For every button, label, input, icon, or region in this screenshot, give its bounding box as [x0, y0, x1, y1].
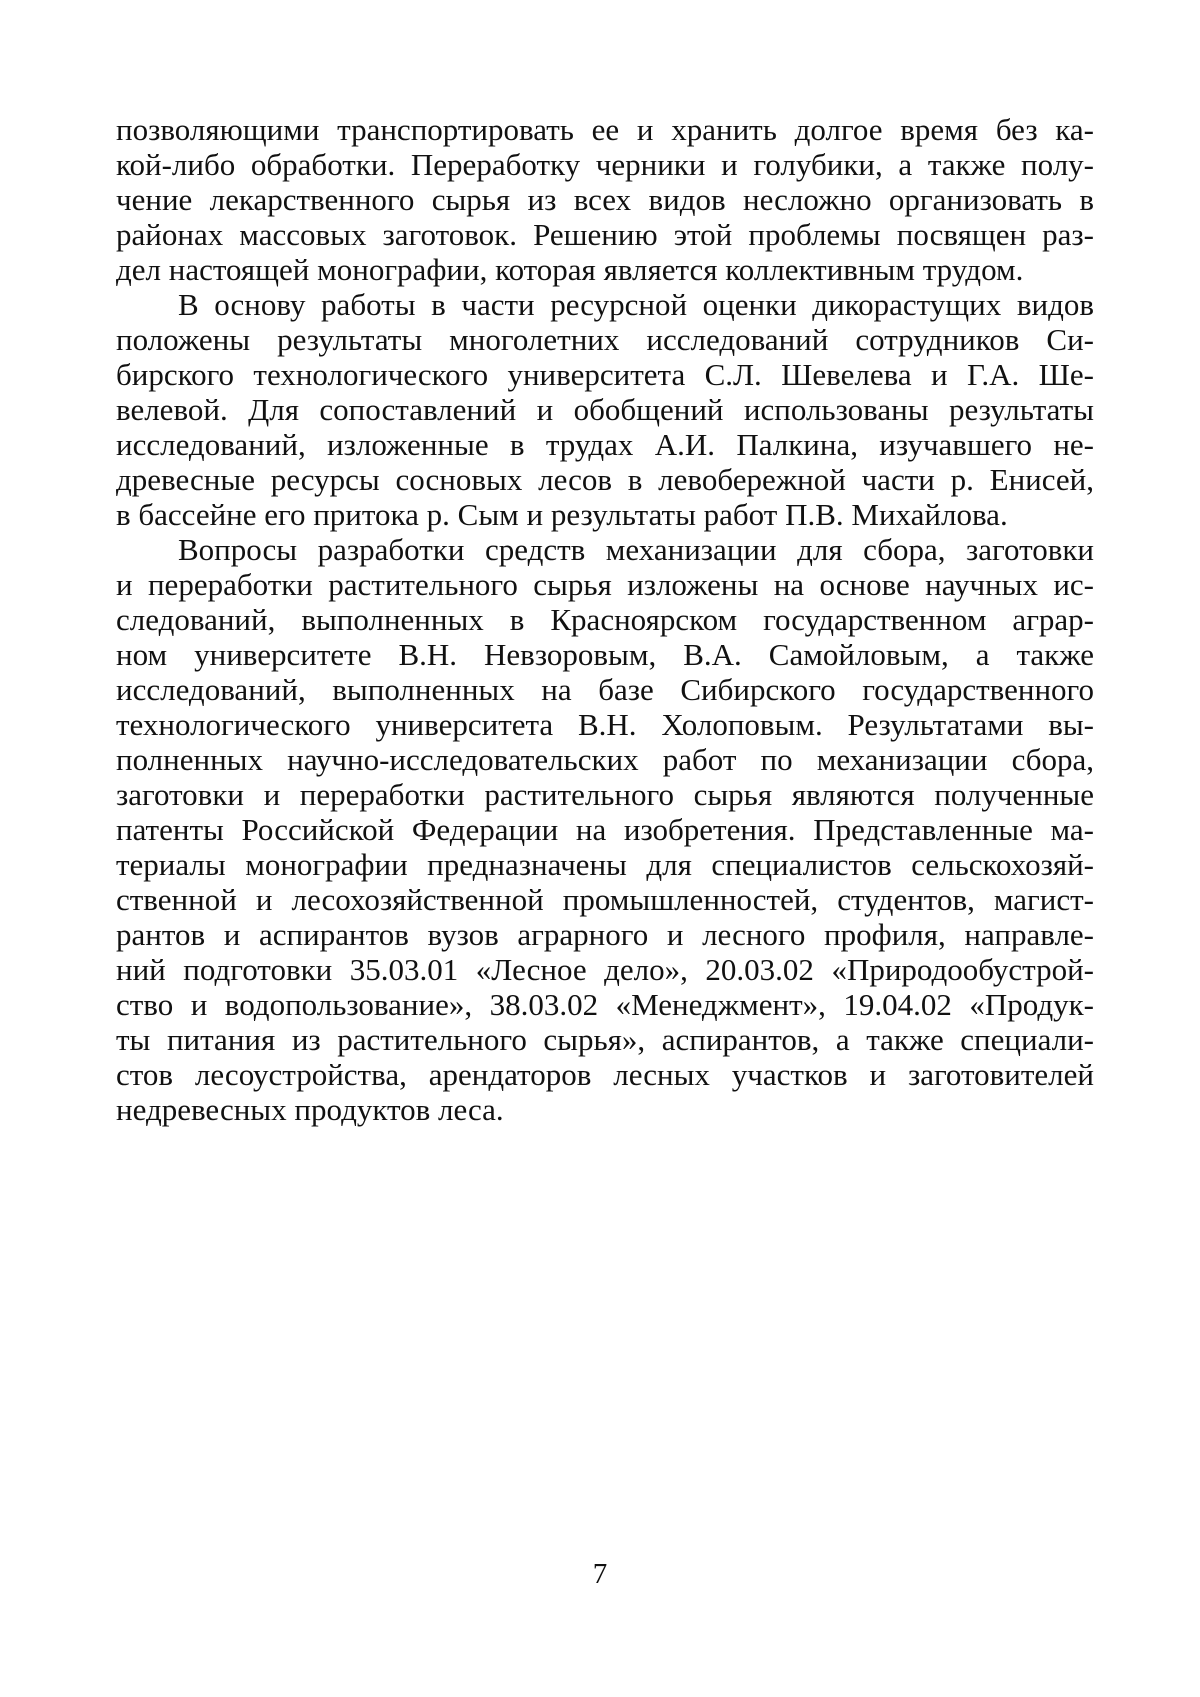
page-number: 7	[592, 1558, 608, 1590]
text-line: и переработки растительного сырья изложены на основе научных ис-	[116, 567, 1094, 602]
text-line: технологического университета В.Н. Холоповым. Результатами вы-	[116, 707, 1094, 742]
text-line: районах массовых заготовок. Решению этой проблемы посвящен раз-	[116, 217, 1094, 252]
text-line: рантов и аспирантов вузов аграрного и лесного профиля, направле-	[116, 917, 1094, 952]
text-line: ном университете В.Н. Невзоровым, В.А. Самойловым, а также	[116, 637, 1094, 672]
text-line: Вопросы разработки средств механизации для сбора, заготовки	[178, 532, 1094, 567]
text-line: ственной и лесохозяйственной промышленностей, студентов, магист-	[116, 882, 1094, 917]
text-line: велевой. Для сопоставлений и обобщений использованы результаты	[116, 392, 1094, 427]
text-line: исследований, изложенные в трудах А.И. Палкина, изучавшего не-	[116, 427, 1094, 462]
text-line: дел настоящей монографии, которая является коллективным трудом.	[116, 252, 1024, 287]
text-line: исследований, выполненных на базе Сибирского государственного	[116, 672, 1094, 707]
text-line: В основу работы в части ресурсной оценки дикорастущих видов	[178, 287, 1094, 322]
text-line: ты питания из растительного сырья», аспирантов, а также специали-	[116, 1022, 1094, 1057]
text-line: териалы монографии предназначены для специалистов сельскохозяй-	[116, 847, 1094, 882]
text-line: положены результаты многолетних исследований сотрудников Си-	[116, 322, 1094, 357]
text-line: ний подготовки 35.03.01 «Лесное дело», 20.03.02 «Природообустрой-	[116, 952, 1094, 987]
text-line: позволяющими транспортировать ее и хранить долгое время без ка-	[116, 112, 1094, 147]
text-line: ство и водопользование», 38.03.02 «Менеджмент», 19.04.02 «Продук-	[116, 987, 1094, 1022]
text-line: кой-либо обработки. Переработку черники и голубики, а также полу-	[116, 147, 1094, 182]
text-line: в бассейне его притока р. Сым и результаты работ П.В. Михайлова.	[116, 497, 1008, 532]
text-line: недревесных продуктов леса.	[116, 1092, 504, 1127]
text-line: следований, выполненных в Красноярском государственном аграр-	[116, 602, 1094, 637]
text-line: заготовки и переработки растительного сырья являются полученные	[116, 777, 1094, 812]
text-line: полненных научно-исследовательских работ по механизации сбора,	[116, 742, 1094, 777]
text-line: бирского технологического университета С.Л. Шевелева и Г.А. Ше-	[116, 357, 1094, 392]
text-line: чение лекарственного сырья из всех видов несложно организовать в	[116, 182, 1094, 217]
text-line: древесные ресурсы сосновых лесов в левобережной части р. Енисей,	[116, 462, 1094, 497]
text-line: патенты Российской Федерации на изобретения. Представленные ма-	[116, 812, 1094, 847]
body-text	[116, 112, 1094, 1127]
text-line: стов лесоустройства, арендаторов лесных участков и заготовителей	[116, 1057, 1094, 1092]
